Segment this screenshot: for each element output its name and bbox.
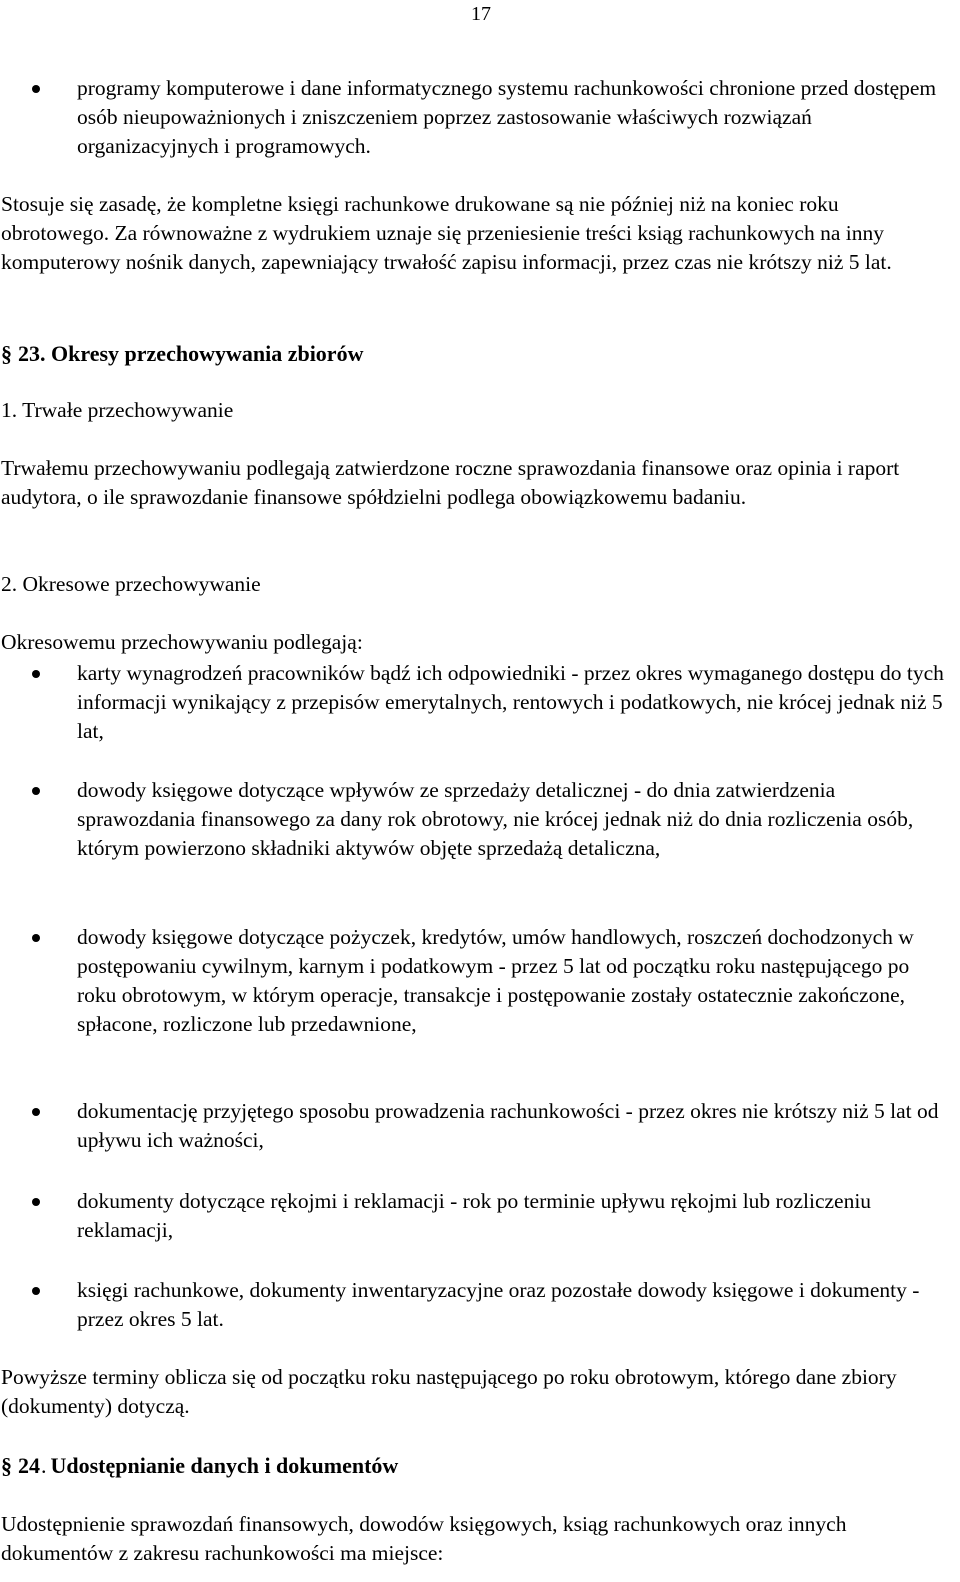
section-sign: § [1,341,12,366]
bullet-icon [32,787,40,795]
bullet-icon [32,1198,40,1206]
section-number: 23. [18,341,46,366]
list-item-text: programy komputerowe i dane informatycznego systemu rachunkowości chronione przed dostępem osób nieupoważnionych i zniszczeniem poprzez zastosowanie właściwych rozwiązań organizacyjnych i programowych. [77,76,937,158]
section-23-heading [1,339,363,368]
list-item [0,776,950,863]
bullet-icon [32,670,40,678]
section-title: Udostępnianie danych i dokumentów [50,1453,399,1478]
list-item-text: dokumentację przyjętego sposobu prowadzenia rachunkowości - przez okres nie krótszy niż 5 lat od upływu ich ważności, [77,1099,939,1152]
bullet-icon [32,1287,40,1295]
section-number: 24 [18,1453,40,1478]
bullet-icon [32,934,40,942]
list-item-text: dowody księgowe dotyczące pożyczek, kredytów, umów handlowych, roszczeń dochodzonych w postępowaniu cywilnym, karnym i podatkowym - przez 5 lat od początku roku następującego po roku obrotowym, w którym operacje, transakcje i postępowanie zostały ostatecznie zakończone, spłacone, rozliczone lub przedawnione, [77,925,914,1036]
section-title: Okresy przechowywania zbiorów [51,341,364,366]
page-number: 17 [471,3,491,25]
list-item-text: dokumenty dotyczące rękojmi i reklamacji - rok po terminie upływu rękojmi lub rozliczeniu reklamacji, [77,1189,872,1242]
sharing-paragraph: Udostępnienie sprawozdań finansowych, dowodów księgowych, ksiąg rachunkowych oraz innych dokumentów z zakresu rachunkowości ma miejsce: [1,1512,847,1565]
list-item-text: karty wynagrodzeń pracowników bądź ich odpowiedniki - przez okres wymaganego dostępu do tych informacji wynikający z przepisów emerytalnych, rentowych i podatkowych, nie krócej jednak niż 5 lat, [77,661,944,743]
bullet-icon [32,85,40,93]
list-item [0,1097,950,1155]
subsection-2-title: 2. Okresowe przechowywanie [1,572,261,596]
subsection-1-title: 1. Trwałe przechowywanie [1,398,234,422]
list-item-text: dowody księgowe dotyczące wpływów ze sprzedaży detalicznej - do dnia zatwierdzenia sprawozdania finansowego za dany rok obrotowy, nie krócej jednak niż do dnia rozliczenia osób, którym powierzono składniki aktywów objęte sprzedażą detaliczna, [77,778,914,860]
periodic-storage-intro: Okresowemu przechowywaniu podlegają: [1,630,363,654]
list-item [0,659,950,746]
list-item [0,923,950,1039]
list-item [0,1276,950,1334]
list-item-text: księgi rachunkowe, dokumenty inwentaryzacyjne oraz pozostałe dowody księgowe i dokumenty - przez okres 5 lat. [77,1278,920,1331]
list-item [0,74,950,161]
list-item [0,1187,950,1245]
bullet-icon [32,1108,40,1116]
section-sign: § [1,1453,12,1478]
print-rule-paragraph: Stosuje się zasadę, że kompletne księgi rachunkowe drukowane są nie później niż na koniec roku obrotowego. Za równoważne z wydrukiem uznaje się przeniesienie treści ksiąg rachunkowych na inny komputerowy nośnik danych, zapewniający trwałość zapisu informacji, przez czas nie krótszy niż 5 lat. [1,192,892,274]
permanent-storage-paragraph: Trwałemu przechowywaniu podlegają zatwierdzone roczne sprawozdania finansowe oraz opinia i raport audytora, o ile sprawozdanie finansowe spółdzielni podlega obowiązkowemu badaniu. [1,456,900,509]
terms-note-paragraph: Powyższe terminy oblicza się od początku roku następującego po roku obrotowym, którego dane zbiory (dokumenty) dotyczą. [1,1365,897,1418]
section-separator: . [41,1453,47,1478]
section-24-heading [1,1451,398,1480]
